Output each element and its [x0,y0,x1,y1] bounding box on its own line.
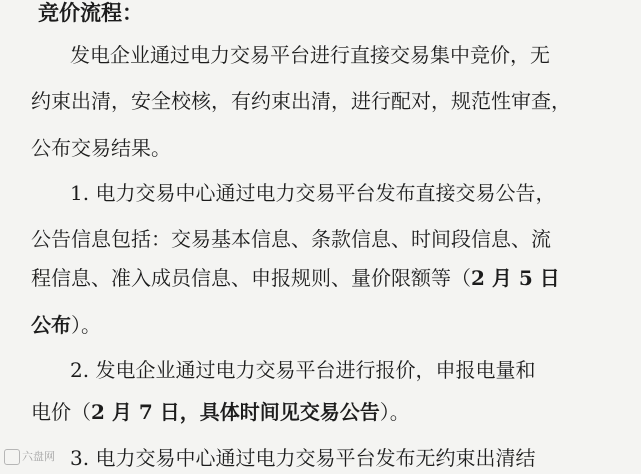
item1-line-4-end: ）。 [71,313,101,337]
item2-date: 2 月 7 日，具体时间见交易公告 [91,400,380,424]
item2-line-2-text: 电价（ [31,400,91,424]
intro-line-2: 约束出清，安全校核，有约束出清，进行配对，规范性审查， [31,89,571,113]
item2-line-1: 2. 发电企业通过电力交易平台进行报价，申报电量和 [70,358,536,382]
watermark [4,448,55,465]
item1-line-3 [31,266,560,290]
item2-line-2-end: ）。 [379,400,410,424]
item1-date: 2 月 5 日 [471,266,560,290]
intro-line-3: 公布交易结果。 [31,136,171,160]
watermark-text: 六盘网 [22,450,55,463]
item1-line-2: 公告信息包括：交易基本信息、条款信息、时间段信息、流 [31,227,551,251]
item1-publish: 公布 [31,313,71,337]
item1-line-4 [31,313,101,337]
item3-line-1: 3. 电力交易中心通过电力交易平台发布无约束出清结 [70,446,536,470]
item1-line-1: 1. 电力交易中心通过电力交易平台发布直接交易公告， [70,181,556,205]
watermark-logo-icon [4,449,20,465]
item2-line-2 [31,400,410,424]
intro-line-1: 发电企业通过电力交易平台进行直接交易集中竞价，无 [70,43,550,67]
section-heading: 竞价流程： [38,0,143,25]
item1-line-3-text: 程信息、准入成员信息、申报规则、量价限额等（ [31,266,471,290]
